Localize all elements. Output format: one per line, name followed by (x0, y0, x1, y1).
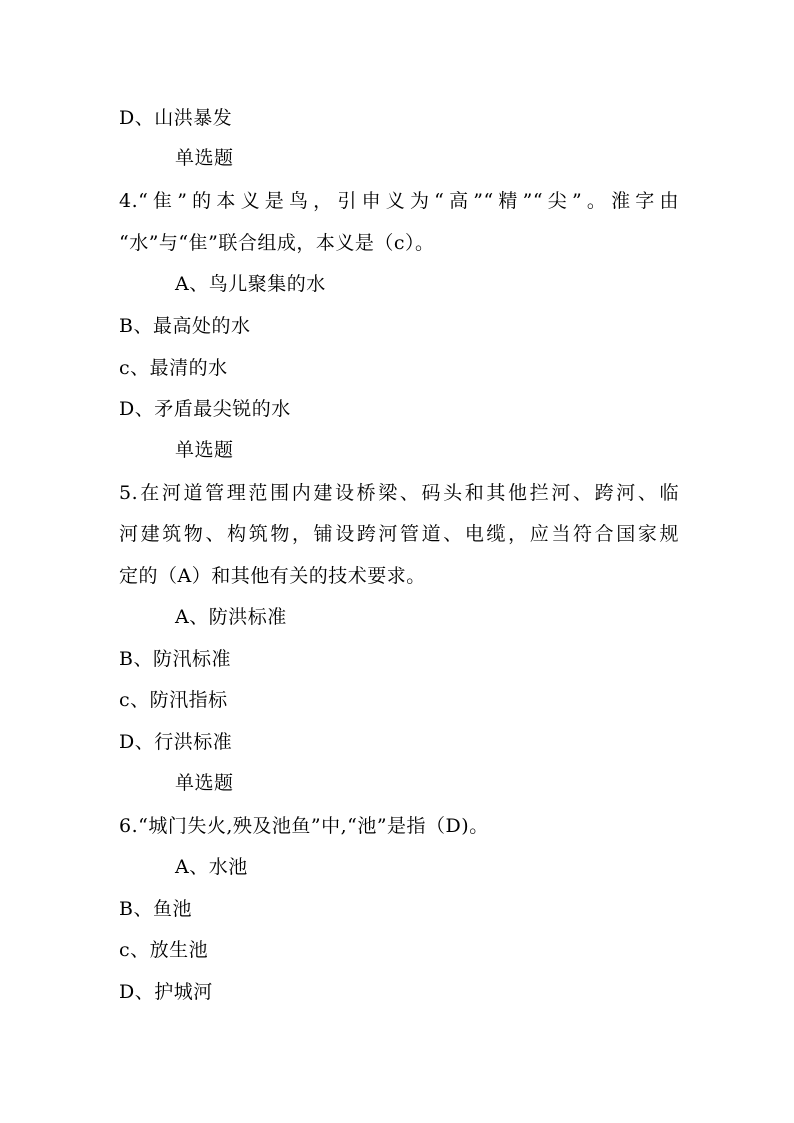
question-5-option-d: D、行洪标准 (119, 731, 233, 753)
question-5-option-c: c、防汛指标 (119, 689, 228, 711)
option-d-prev: D、山洪暴发 (119, 107, 233, 129)
question-type-label: 单选题 (175, 772, 234, 794)
question-type-label: 单选题 (175, 147, 234, 169)
question-4-text-line-2: “水”与“隹”联合组成，本义是（c）。 (119, 232, 435, 254)
question-6-option-d: D、护城河 (119, 981, 213, 1003)
question-4-option-b: B、最高处的水 (119, 315, 251, 337)
question-5-option-a: A、防洪标准 (175, 606, 287, 628)
question-6-option-a: A、水池 (175, 856, 248, 878)
question-6-option-b: B、鱼池 (119, 898, 192, 920)
question-4-option-a: A、鸟儿聚集的水 (175, 273, 326, 295)
question-5-text-line-3: 定的（A）和其他有关的技术要求。 (119, 565, 426, 587)
question-4-option-d: D、矛盾最尖锐的水 (119, 398, 291, 420)
question-5-text-line-1: 5.在河道管理范围内建设桥梁、码头和其他拦河、跨河、临 (119, 482, 679, 504)
question-6-text-line-1: 6.“城门失火,殃及池鱼”中,“池”是指（D)。 (119, 815, 489, 837)
question-type-label: 单选题 (175, 439, 234, 461)
question-6-option-c: c、放生池 (119, 939, 209, 961)
question-5-option-b: B、防汛标准 (119, 648, 231, 670)
question-4-option-c: c、最清的水 (119, 357, 228, 379)
question-5-text-line-2: 河建筑物、构筑物，铺设跨河管道、电缆，应当符合国家规 (119, 523, 679, 545)
question-4-text-line-1: 4.“隹”的本义是鸟，引申义为“高”“精”“尖”。淮字由 (119, 190, 679, 212)
